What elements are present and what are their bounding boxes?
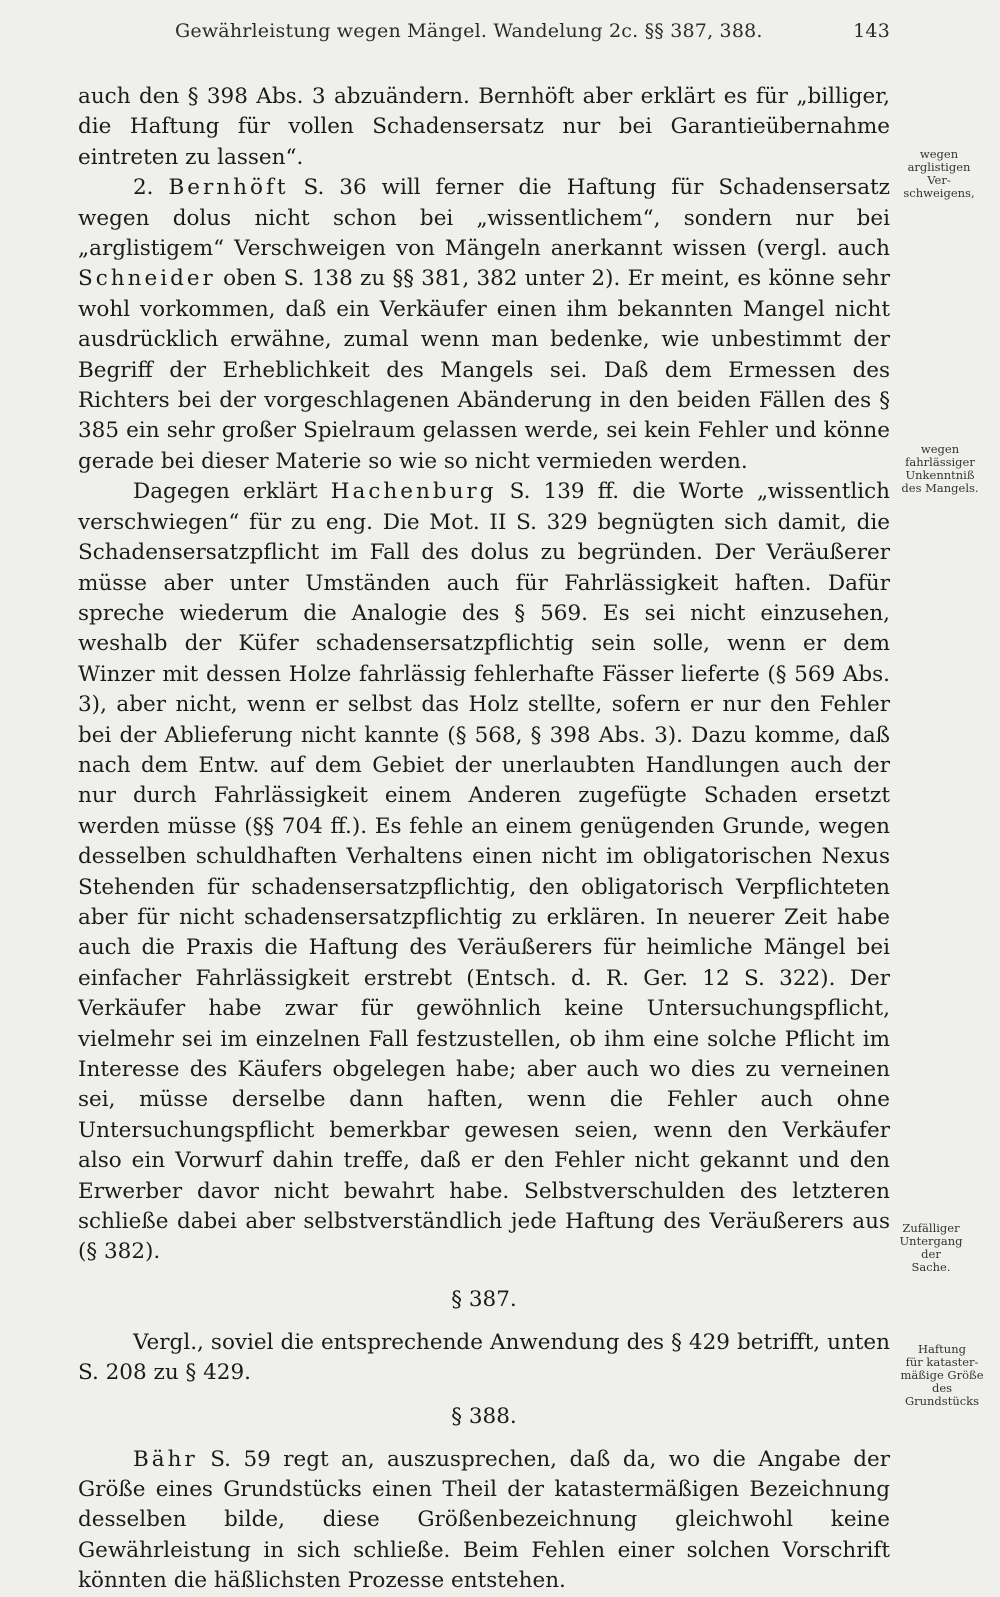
- margin-note-line: wegen: [920, 442, 960, 456]
- paragraph-2-number: 2.: [133, 175, 169, 201]
- margin-note-line: Zufälliger: [902, 1221, 960, 1235]
- margin-note-line: Unkenntniß: [905, 468, 975, 482]
- margin-note-line: mäßige Größe: [900, 1368, 984, 1382]
- margin-note-line: für kataster-: [905, 1355, 979, 1369]
- margin-note-line: Untergang der: [899, 1234, 963, 1261]
- margin-note-fahrlaessig: [890, 443, 990, 495]
- running-title: Gewährleistung wegen Mängel. Wandelung 2c. §§ 387, 388.: [175, 20, 763, 42]
- paragraph-2-text-a: S. 36 will ferner die Haftung für Schadensersatz wegen dolus nicht schon bei „wissentlichem“, sondern nur bei „arglistigem“ Verschweigen von Mängeln anerkannt wissen (vergl. auch: [78, 175, 890, 262]
- margin-note-line: Ver-: [927, 173, 951, 187]
- margin-note-line: fahrlässiger: [905, 455, 975, 469]
- margin-note-line: des: [931, 1381, 953, 1395]
- paragraph-2: [78, 173, 890, 477]
- margin-note-line: Haftung: [918, 1342, 966, 1356]
- margin-note-line: arglistigen: [907, 160, 971, 174]
- section-heading-387: § 387.: [451, 1286, 517, 1312]
- paragraph-4: Vergl., soviel die entsprechende Anwendung des § 429 betrifft, unten S. 208 zu § 429.: [78, 1329, 890, 1386]
- author-name-baehr: Bähr: [133, 1446, 198, 1472]
- margin-note-line: wegen: [919, 147, 959, 161]
- page-number: 143: [853, 20, 890, 42]
- author-name-schneider: Schneider: [78, 266, 216, 292]
- main-text: [78, 82, 890, 1597]
- margin-note-arglistig: [898, 148, 980, 200]
- margin-note-line: Grundstücks: [904, 1394, 980, 1408]
- author-name-bernhoeft: Bernhöft: [168, 175, 289, 201]
- paragraph-1: auch den § 398 Abs. 3 abzuändern. Bernhöft aber erklärt es für „billiger, die Haftung für vollen Schadensersatz nur bei Garantieübernahme eintreten zu lassen“.: [78, 84, 890, 170]
- margin-note-line: Sache.: [911, 1260, 951, 1274]
- paragraph-5-text: S. 59 regt an, auszusprechen, daß da, wo die Angabe der Größe eines Grundstücks einen Theil der katastermäßigen Bezeichnung desselben bilde, diese Größenbezeichnung gleichwohl keine Gewährleistung in sich schließe. Beim Fehlen einer solchen Vorschrift könnten die häßlichsten Prozesse entstehen.: [78, 1446, 890, 1594]
- margin-note-line: schweigens,: [903, 186, 975, 200]
- section-heading-388: § 388.: [451, 1403, 517, 1429]
- paragraph-3-text: S. 139 ff. die Worte „wissentlich verschwiegen“ für zu eng. Die Mot. II S. 329 begnügten sich damit, die Schadensersatzpflicht im Fall des dolus zu begründen. Der Veräußerer müsse aber unter Umständen auch für Fahrlässigkeit haften. Dafür spreche wiederum die Analogie des § 569. Es sei nicht einzusehen, weshalb der Küfer schadensersatzpflichtig sein solle, wenn er dem Winzer mit dessen Holze fahrlässig fehlerhafte Fässer lieferte (§ 569 Abs. 3), aber nicht, wenn er selbst das Holz stellte, sofern er nur den Fehler bei der Ablieferung nicht kannte (§ 568, § 398 Abs. 3). Dazu komme, daß nach dem Entw. auf dem Gebiet der unerlaubten Handlungen auch der nur durch Fahrlässigkeit einem Anderen zugefügte Schaden ersetzt werden müsse (§§ 704 ff.). Es fehle an einem genügenden Grunde, wegen desselben schuldhaften Verhaltens einen nicht im obligatorischen Nexus Stehenden für schadensersatzpflichtig, den obligatorisch Verpflichteten aber für nicht schadensersatzpflichtig zu erklären. In neuerer Zeit habe auch die Praxis die Haftung des Veräußerers für heimliche Mängel bei einfacher Fahrlässigkeit erstrebt (Entsch. d. R. Ger. 12 S. 322). Der Verkäufer habe zwar für gewöhnlich keine Untersuchungspflicht, vielmehr sei im einzelnen Fall festzustellen, ob ihm eine solche Pflicht im Interesse des Käufers obgelegen habe; aber auch wo dies zu verneinen sei, müsse derselbe dann haften, wenn die Fehler auch ohne Untersuchungspflicht bemerkbar gewesen seien, wenn den Verkäufer also ein Vorwurf dahin treffe, daß er den Fehler nicht gekannt und den Erwerber davor nicht bewahrt habe. Selbstverschulden des letzteren schließe dabei aber selbstverständlich jede Haftung des Veräußerers aus (§ 382).: [78, 479, 891, 1265]
- margin-note-untergang: [892, 1222, 970, 1274]
- running-header: [175, 20, 890, 42]
- margin-note-line: des Mangels.: [901, 481, 979, 495]
- margin-note-groesse: [892, 1343, 992, 1408]
- author-name-hachenburg: Hachenburg: [330, 479, 497, 505]
- paragraph-5: [78, 1445, 890, 1597]
- paragraph-3: [78, 477, 890, 1268]
- paragraph-2-text-b: oben S. 138 zu §§ 381, 382 unter 2). Er meint, es könne sehr wohl vorkommen, daß ein Verkäufer einen ihm bekannten Mangel nicht ausdrücklich erwähne, zumal wenn man bedenke, wie unbestimmt der Begriff der Erheblichkeit des Mangels sei. Daß dem Ermessen des Richters bei der vorgeschlagenen Abänderung in den beiden Fällen des § 385 ein sehr großer Spielraum gelassen werde, sei kein Fehler und könne gerade bei dieser Materie so wie so nicht vermieden werden.: [78, 266, 890, 474]
- paragraph-3-lead: Dagegen erklärt: [133, 479, 331, 505]
